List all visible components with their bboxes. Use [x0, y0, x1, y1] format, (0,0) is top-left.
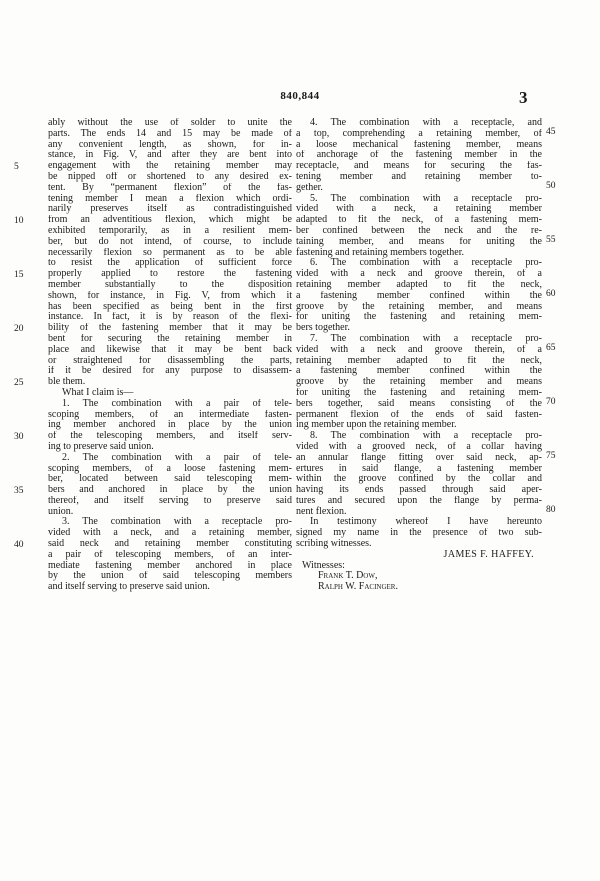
text-line: any convenient length, as shown, for in-: [48, 139, 292, 150]
text-line: In testimony whereof I have hereunto: [310, 517, 542, 528]
text-line: has been specified as being bent in the first: [48, 301, 292, 312]
witness-name: Ralph W. Facinger.: [318, 581, 398, 593]
claims-intro: What I claim is—: [62, 386, 134, 398]
text-line: 1. The combination with a pair of tele-: [62, 398, 292, 409]
page-number: 3: [519, 88, 528, 107]
margin-line-number: 5: [14, 162, 19, 172]
margin-line-number: 20: [14, 324, 24, 334]
text-line: ing member anchored in place by the union: [48, 420, 292, 431]
text-line: parts. The ends 14 and 15 may be made of: [48, 128, 292, 139]
margin-line-number: 75: [546, 451, 556, 461]
text-line: permanent flexion of the ends of said fasten-: [296, 409, 542, 420]
text-line: vided with a neck and groove therein, of a: [296, 344, 542, 355]
text-line: vided with a neck and groove therein, of a: [296, 269, 542, 280]
text-line: for uniting the fastening and retaining mem-: [296, 312, 542, 323]
inventor-name: JAMES F. HAFFEY.: [443, 548, 534, 560]
margin-line-number: 50: [546, 181, 556, 191]
text-line: of the telescoping members, and itself serv-: [48, 431, 292, 442]
margin-line-number: 70: [546, 397, 556, 407]
margin-line-number: 55: [546, 235, 556, 245]
text-line: scribing witnesses.: [296, 538, 372, 550]
text-line: fastening and retaining members together.: [296, 246, 465, 258]
text-line: thereof, and itself serving to preserve said: [48, 495, 292, 506]
margin-line-number: 10: [14, 216, 24, 226]
margin-line-number: 45: [546, 127, 556, 137]
text-line: and itself serving to preserve said union.: [48, 581, 210, 593]
text-line: said neck and retaining member constituting: [48, 539, 292, 550]
text-line: bers and anchored in place by the union: [48, 485, 292, 496]
text-line: engagement with the retaining member may: [48, 161, 292, 172]
margin-line-number: 80: [546, 505, 556, 515]
text-line: retaining member adapted to fit the neck,: [296, 355, 542, 366]
text-line: mediate fastening member anchored in place: [48, 560, 292, 571]
text-line: ing to preserve said union.: [48, 440, 154, 452]
text-line: by the union of said telescoping members: [48, 571, 292, 582]
text-line: groove by the retaining member and means: [296, 377, 542, 388]
text-line: a top, comprehending a retaining member, of: [296, 128, 542, 139]
text-line: a fastening member confined within the: [296, 366, 542, 377]
text-line: ble them.: [48, 376, 86, 388]
text-line: signed my name in the presence of two sub-: [296, 528, 542, 539]
witnesses-label: Witnesses:: [302, 559, 345, 571]
text-line: or straightened for disassembling the parts,: [48, 355, 292, 366]
text-line: ber, but do not intend, of course, to include: [48, 236, 292, 247]
text-line: ber, located between said telescoping mem-: [48, 474, 292, 485]
text-line: bers together, said means consisting of the: [296, 398, 542, 409]
text-line: instance. In fact, it is by reason of the flexi-: [48, 312, 292, 323]
text-line: having its ends passed through said aper-: [296, 485, 542, 496]
text-line: ably without the use of solder to unite the: [48, 118, 292, 128]
text-line: ertures in said flange, a fastening member: [296, 463, 542, 474]
text-line: scoping members, of an intermediate fasten-: [48, 409, 292, 420]
text-line: union.: [48, 505, 74, 517]
text-line: for uniting the fastening and retaining mem-: [296, 387, 542, 398]
text-line: nent flexion.: [296, 505, 347, 517]
text-line: bers together.: [296, 322, 350, 334]
text-line: retaining member adapted to fit the neck,: [296, 279, 542, 290]
text-line: scoping members, of a loose fastening mem-: [48, 463, 292, 474]
text-line: a loose mechanical fastening member, means: [296, 139, 542, 150]
text-line: vided with a grooved neck, of a collar having: [296, 441, 542, 452]
margin-line-number: 30: [14, 432, 24, 442]
text-line: a pair of telescoping members, of an inter-: [48, 549, 292, 560]
text-line: shown, for instance, in Fig. V, from which it: [48, 290, 292, 301]
text-line: exhibited temporarily, as in a resilient mem-: [48, 225, 292, 236]
text-line: an annular flange fitting over said neck, ap-: [296, 452, 542, 463]
patent-number: 840,844: [280, 90, 320, 102]
margin-line-number: 15: [14, 270, 24, 280]
margin-line-number: 40: [14, 540, 24, 550]
text-line: taining member, and means for uniting the: [296, 236, 542, 247]
text-line: from an adventitious flexion, which might be: [48, 215, 292, 226]
text-line: 8. The combination with a receptacle pro-: [310, 431, 542, 442]
right-column: [296, 118, 542, 593]
text-line: be nipped off or shortened to any desired ex-: [48, 171, 292, 182]
text-line: adapted to fit the neck, of a fastening mem-: [296, 215, 542, 226]
text-line: to resist the application of sufficient force: [48, 258, 292, 269]
text-line: 2. The combination with a pair of tele-: [62, 452, 292, 463]
text-line: 7. The combination with a receptacle pro-: [310, 333, 542, 344]
text-line: vided with a neck, and a retaining member,: [48, 528, 292, 539]
text-line: 6. The combination with a receptacle pro-: [310, 258, 542, 269]
text-line: ing member upon the retaining member.: [296, 419, 457, 431]
text-line: 5. The combination with a receptacle pro-: [310, 193, 542, 204]
text-line: a fastening member confined within the: [296, 290, 542, 301]
text-line: ber confined between the neck and the re-: [296, 225, 542, 236]
text-line: receptacle, and means for securing the fas-: [296, 161, 542, 172]
text-line: tures and secured upon the flange by perma-: [296, 495, 542, 506]
margin-line-number: 60: [546, 289, 556, 299]
text-line: 3. The combination with a receptacle pro-: [62, 517, 292, 528]
text-line: member substantially to the disposition: [48, 279, 292, 290]
text-line: groove by the retaining member, and means: [296, 301, 542, 312]
text-line: tening member I mean a flexion which ordi-: [48, 193, 292, 204]
text-line: gether.: [296, 181, 323, 193]
text-line: 4. The combination with a receptacle, and: [310, 118, 542, 128]
margin-line-number: 35: [14, 486, 24, 496]
text-line: tent. By “permanent flexion” of the fas-: [48, 182, 292, 193]
margin-line-number: 25: [14, 378, 24, 388]
text-line: vided with a neck, a retaining member: [296, 204, 542, 215]
text-line: bent for securing the retaining member in: [48, 333, 292, 344]
text-line: tening member and retaining member to-: [296, 171, 542, 182]
witness-name: Frank T. Dow,: [318, 570, 378, 582]
text-line: if it be desired for any purpose to disassem-: [48, 366, 292, 377]
text-line: properly applied to restore the fastening: [48, 269, 292, 280]
text-line: place and likewise that it may be bent back: [48, 344, 292, 355]
text-line: narily preserves itself as contradistinguished: [48, 204, 292, 215]
text-line: within the groove confined by the collar and: [296, 474, 542, 485]
text-line: of anchorage of the fastening member in the: [296, 150, 542, 161]
left-column: [48, 118, 292, 593]
text-line: stance, in Fig. V, and after they are bent into: [48, 150, 292, 161]
margin-line-number: 65: [546, 343, 556, 353]
text-line: bility of the fastening member that it may be: [48, 323, 292, 334]
text-line: necessarily flexion so permanent as to be able: [48, 247, 292, 258]
